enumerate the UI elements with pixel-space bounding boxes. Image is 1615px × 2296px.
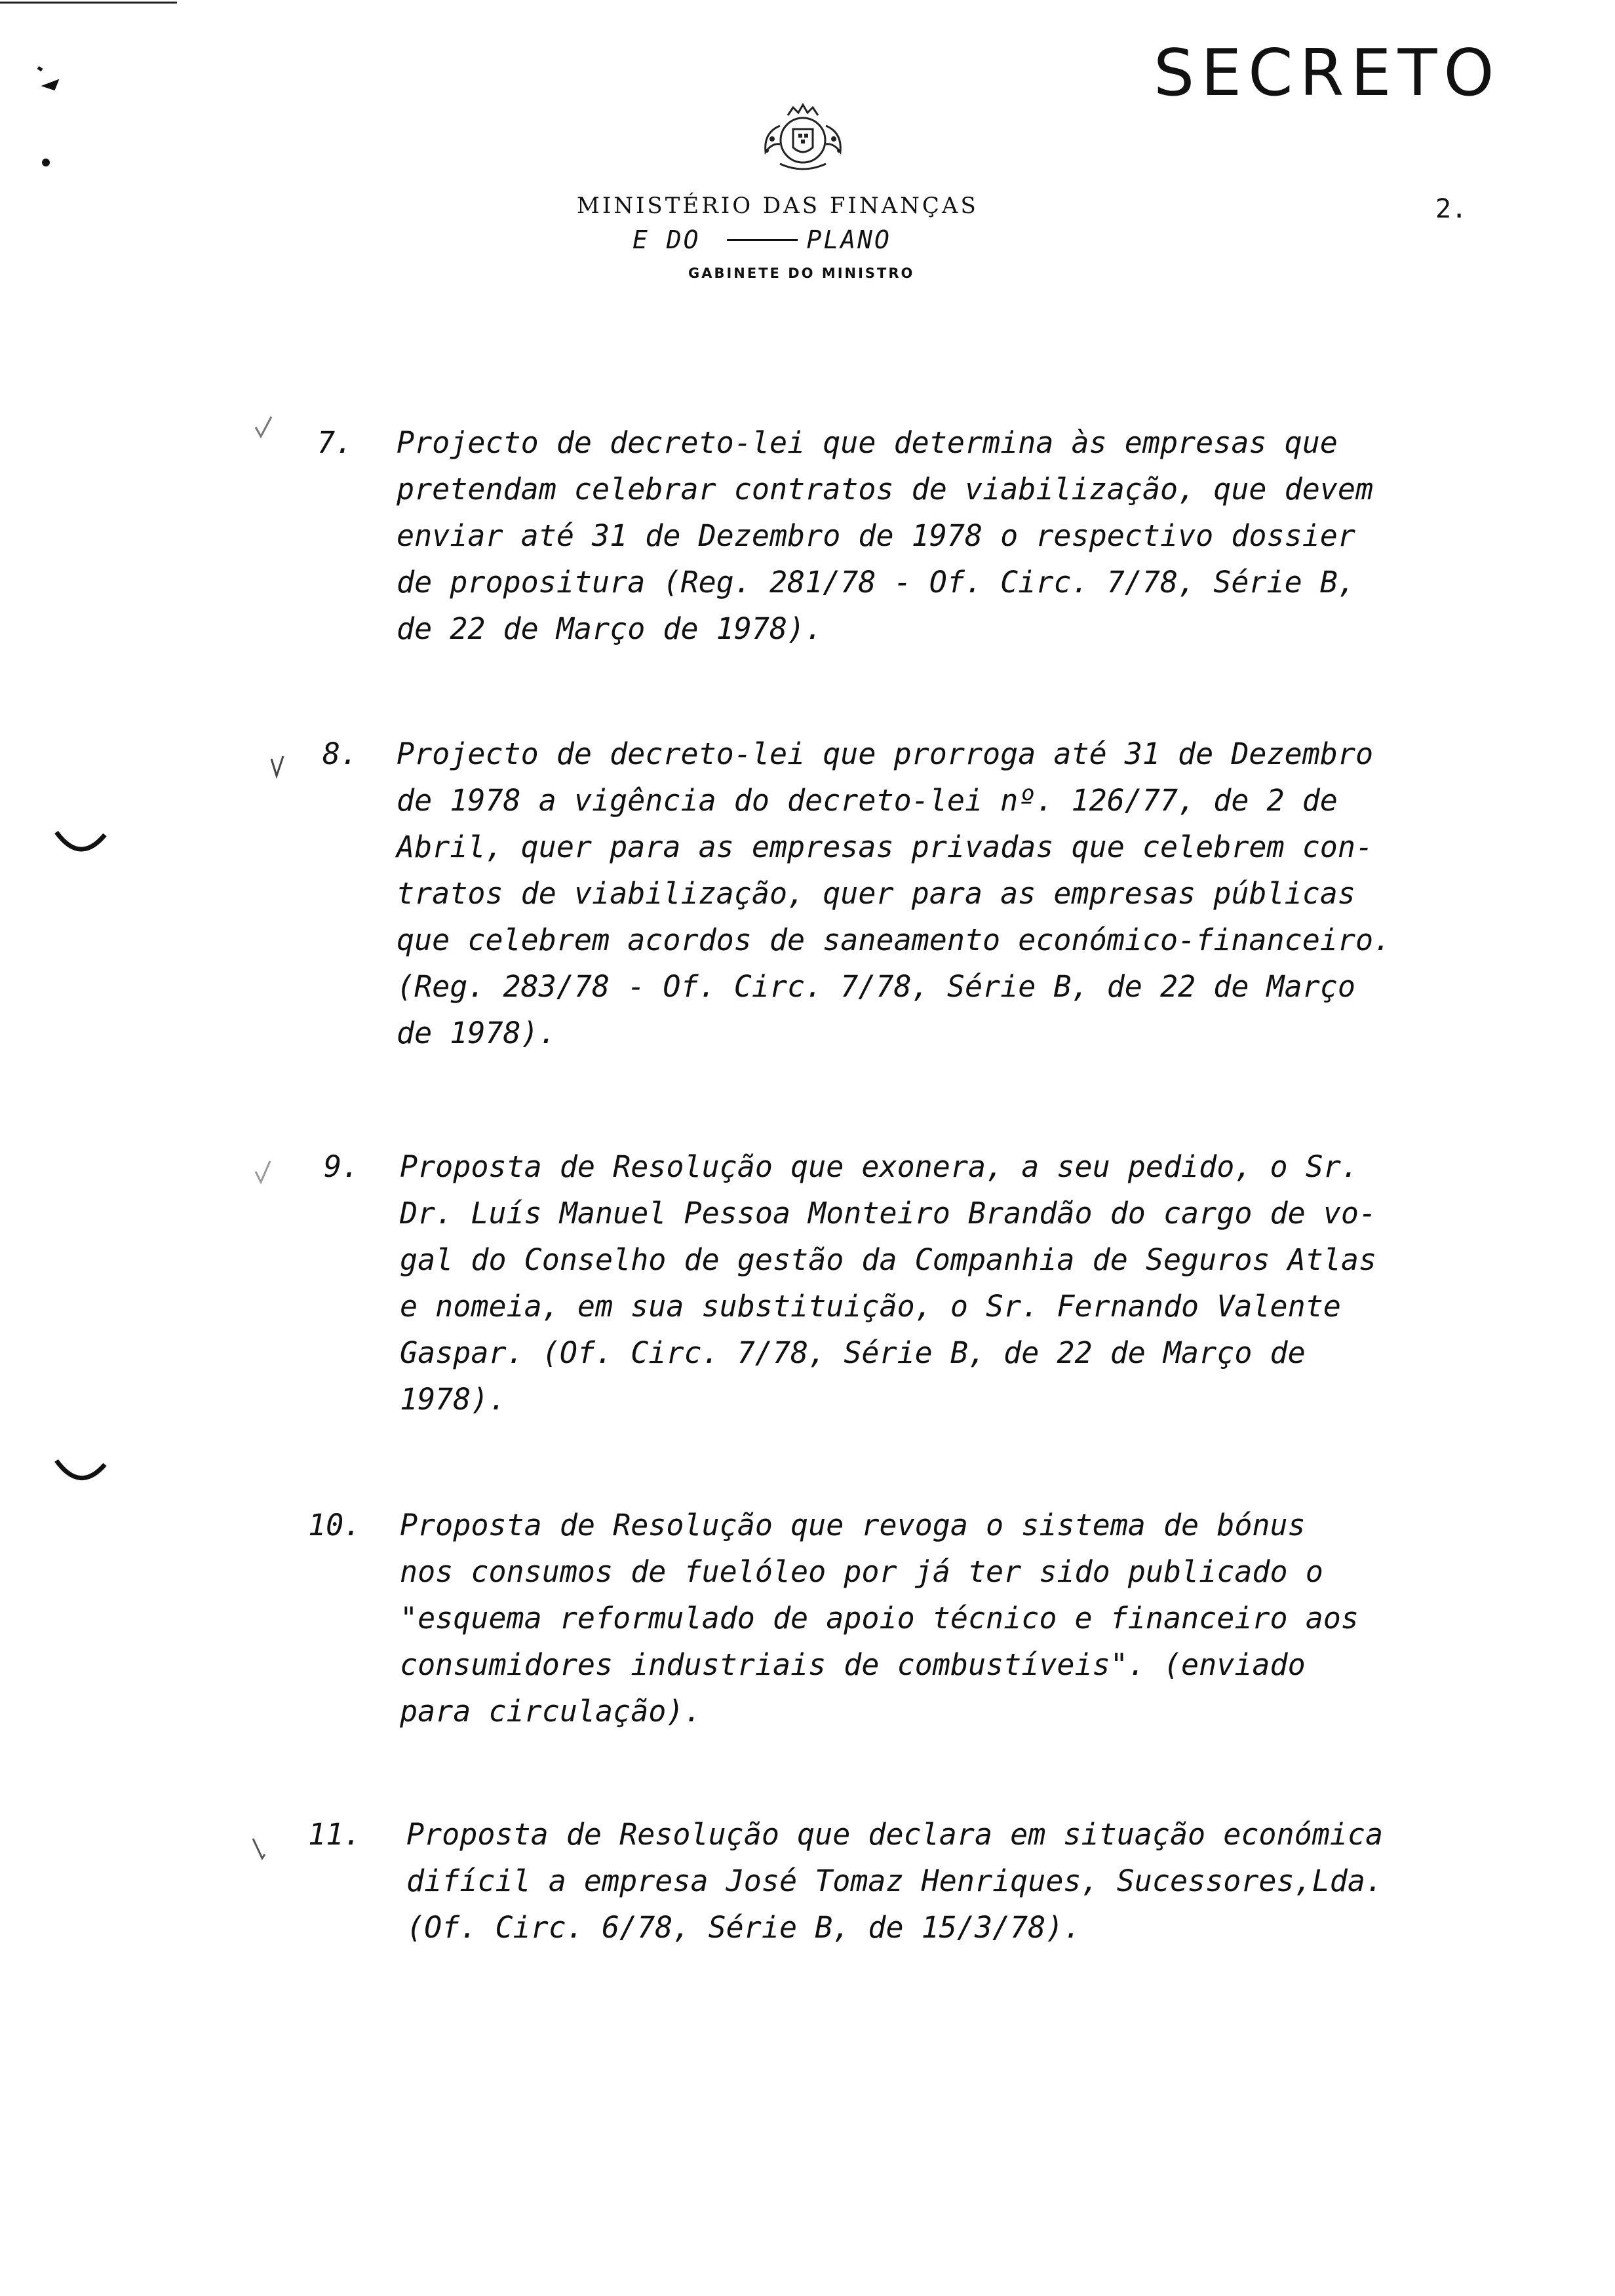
item-line: pretendam celebrar contratos de viabilização, que devem xyxy=(397,472,1374,507)
item-number: 10. xyxy=(308,1508,362,1542)
item-line: e nomeia, em sua substituição, o Sr. Fernando Valente xyxy=(400,1289,1341,1324)
binder-hole-mark xyxy=(52,1457,111,1489)
item-line: de propositura (Reg. 281/78 - Of. Circ. 7/78, Série B, xyxy=(397,565,1355,600)
handwritten-dash xyxy=(727,239,798,241)
office-name: GABINETE DO MINISTRO xyxy=(688,265,915,281)
item-line: que celebrem acordos de saneamento económico-financeiro. xyxy=(397,923,1391,957)
ministry-name-line2 xyxy=(632,225,891,254)
item-line: de 1978). xyxy=(397,1016,556,1050)
item-line: consumidores industriais de combustíveis". (enviado xyxy=(400,1647,1306,1682)
item-line: de 22 de Março de 1978). xyxy=(397,611,823,646)
item-line: nos consumos de fuelóleo por já ter sido publicado o xyxy=(400,1554,1323,1589)
check-mark-icon xyxy=(252,414,278,443)
item-line: Gaspar. (Of. Circ. 7/78, Série B, de 22 de Março de xyxy=(400,1335,1306,1370)
page-number: 2. xyxy=(1435,194,1468,224)
item-line: para circulação). xyxy=(400,1694,702,1729)
item-line: (Of. Circ. 6/78, Série B, de 15/3/78). xyxy=(406,1910,1081,1945)
binder-hole-mark xyxy=(52,827,111,860)
item-line: difícil a empresa José Tomaz Henriques, Sucessores,Lda. xyxy=(406,1864,1384,1898)
scan-speck xyxy=(33,62,72,102)
classification-stamp: SECRETO xyxy=(1154,36,1501,111)
item-line: Proposta de Resolução que declara em situação económica xyxy=(406,1817,1384,1852)
item-number: 9. xyxy=(324,1149,360,1184)
scan-dot xyxy=(39,156,59,176)
item-line: Projecto de decreto-lei que prorroga até 31 de Dezembro xyxy=(397,737,1374,771)
item-line: enviar até 31 de Dezembro de 1978 o respectivo dossier xyxy=(397,518,1355,553)
item-number: 11. xyxy=(308,1817,362,1852)
coat-of-arms-emblem xyxy=(741,100,865,178)
check-mark-icon xyxy=(269,752,295,781)
item-line: (Reg. 283/78 - Of. Circ. 7/78, Série B, de 22 de Março xyxy=(397,969,1355,1004)
item-line: gal do Conselho de gestão da Companhia de Seguros Atlas xyxy=(400,1242,1377,1277)
item-line: Projecto de decreto-lei que determina às empresas que xyxy=(397,425,1338,460)
item-line: Abril, quer para as empresas privadas que celebrem con- xyxy=(397,830,1374,864)
item-line: tratos de viabilização, quer para as empresas públicas xyxy=(397,876,1355,911)
item-number: 7. xyxy=(317,425,353,460)
item-line: Proposta de Resolução que exonera, a seu pedido, o Sr. xyxy=(400,1149,1359,1184)
check-mark-icon xyxy=(249,1835,275,1864)
item-line: Proposta de Resolução que revoga o sistema de bónus xyxy=(400,1508,1306,1542)
scan-border-line xyxy=(0,0,197,13)
item-line: "esquema reformulado de apoio técnico e financeiro aos xyxy=(400,1601,1359,1636)
ministry-plano: PLANO xyxy=(806,225,891,254)
item-line: Dr. Luís Manuel Pessoa Monteiro Brandão do cargo de vo- xyxy=(400,1196,1377,1231)
item-number: 8. xyxy=(322,737,359,771)
check-mark-icon xyxy=(252,1158,278,1187)
item-line: 1978). xyxy=(400,1382,507,1417)
item-line: de 1978 a vigência do decreto-lei nº. 126/77, de 2 de xyxy=(397,783,1338,818)
ministry-name: MINISTÉRIO DAS FINANÇAS xyxy=(577,193,979,219)
ministry-e-do: E DO xyxy=(632,225,701,254)
